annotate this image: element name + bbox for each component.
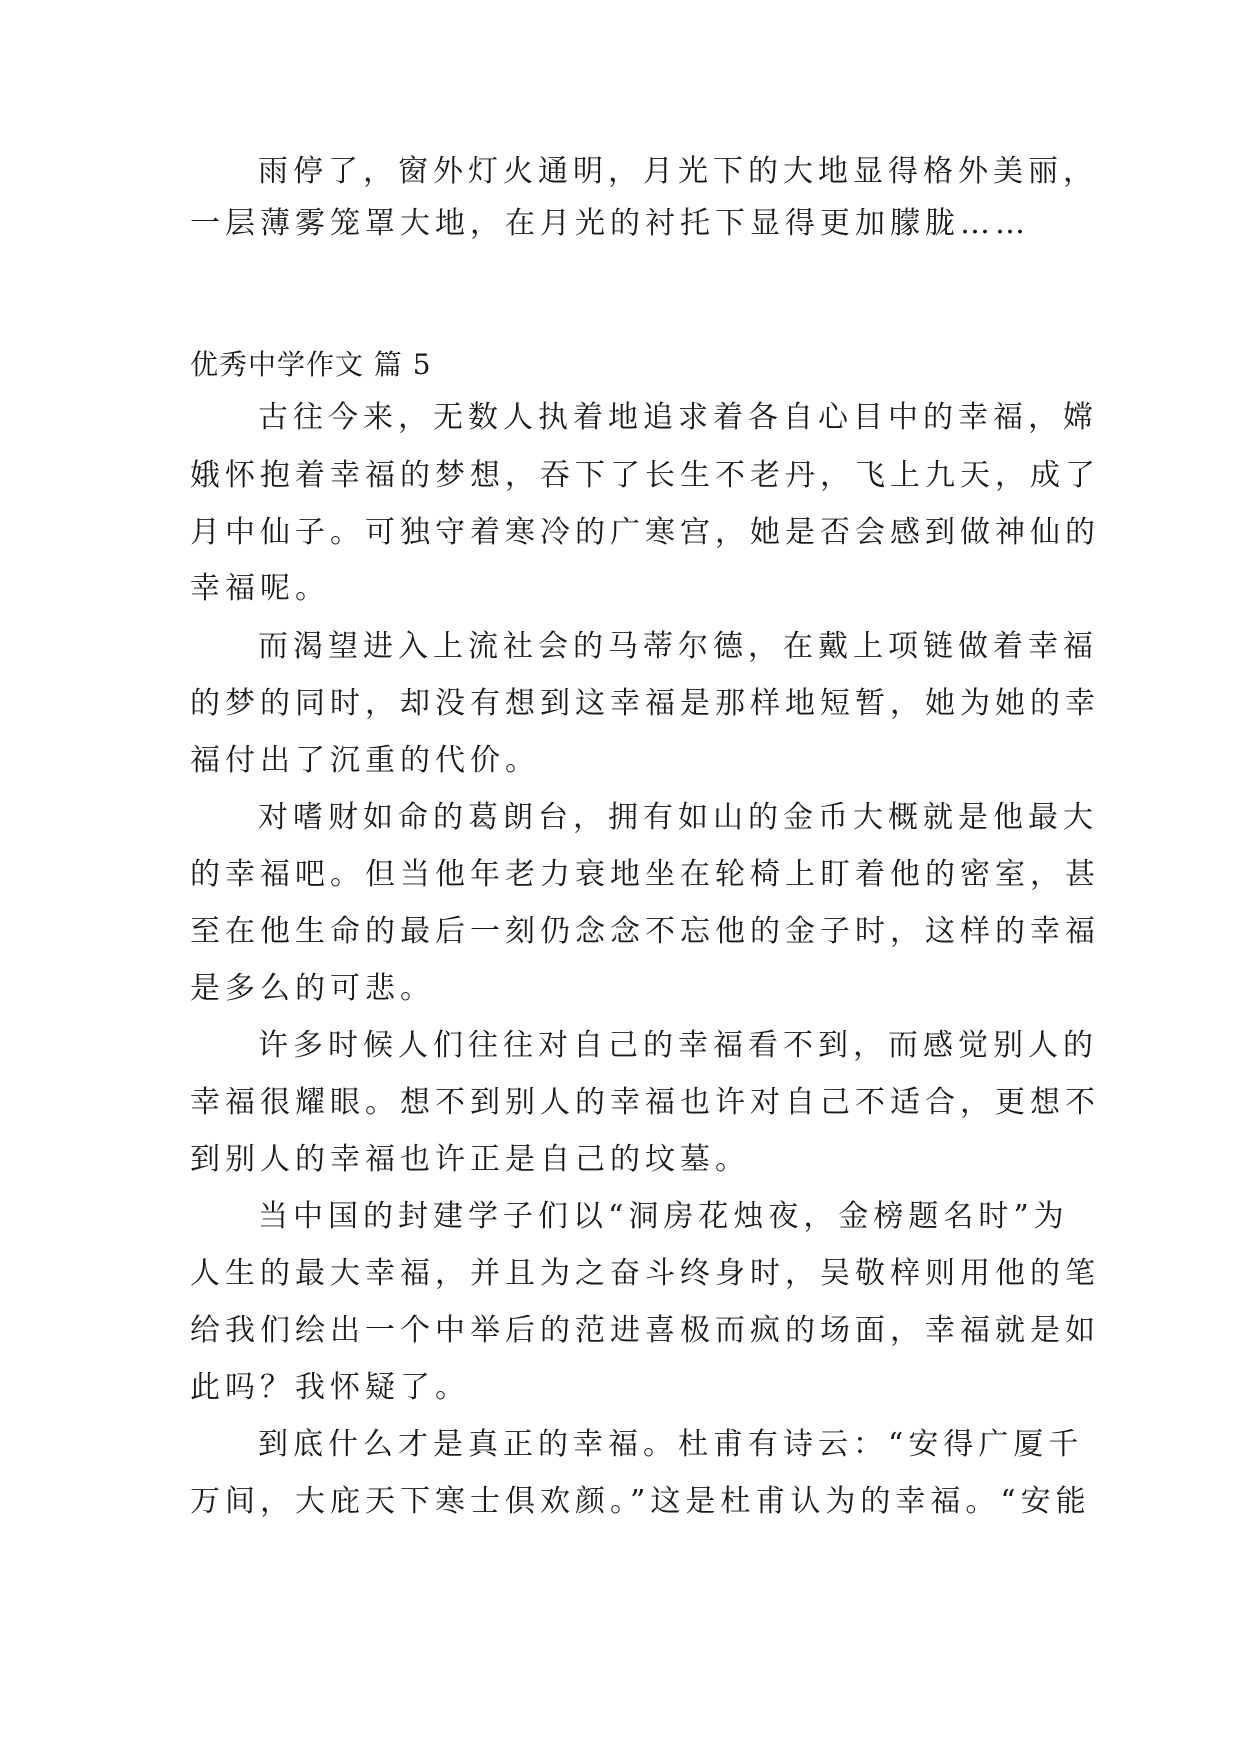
paragraph-line: 至在他生命的最后一刻仍念念不忘他的金子时，这样的幸福 xyxy=(190,914,1100,949)
paragraph-line: 福付出了沉重的代价。 xyxy=(190,743,540,778)
paragraph-line: 古往今来，无数人执着地追求着各自心目中的幸福，嫦 xyxy=(258,400,1098,435)
paragraph-line: 人生的最大幸福，并且为之奋斗终身时，吴敬梓则用他的笔 xyxy=(190,1256,1100,1291)
paragraph-line: 给我们绘出一个中举后的范进喜极而疯的场面，幸福就是如 xyxy=(190,1313,1100,1348)
paragraph-line: 许多时候人们往往对自己的幸福看不到，而感觉别人的 xyxy=(258,1028,1098,1063)
paragraph-line: 是多么的可悲。 xyxy=(190,971,435,1006)
paragraph-line: 此吗？我怀疑了。 xyxy=(190,1370,470,1405)
section-heading: 优秀中学作文 篇 5 xyxy=(190,348,432,381)
paragraph-line: 月中仙子。可独守着寒冷的广寒宫，她是否会感到做神仙的 xyxy=(190,515,1100,550)
paragraph-line: 而渴望进入上流社会的马蒂尔德，在戴上项链做着幸福 xyxy=(258,629,1098,664)
paragraph-line: 到别人的幸福也许正是自己的坟墓。 xyxy=(190,1142,750,1177)
paragraph-line: 的幸福吧。但当他年老力衰地坐在轮椅上盯着他的密室，甚 xyxy=(190,857,1100,892)
paragraph-line: 娥怀抱着幸福的梦想，吞下了长生不老丹，飞上九天，成了 xyxy=(190,458,1100,493)
paragraph-line: 幸福呢。 xyxy=(190,571,330,606)
paragraph-line: 幸福很耀眼。想不到别人的幸福也许对自己不适合，更想不 xyxy=(190,1085,1100,1120)
paragraph-line: 到底什么才是真正的幸福。杜甫有诗云：“安得广厦千 xyxy=(258,1427,1084,1462)
paragraph-line: 万间，大庇天下寒士俱欢颜。”这是杜甫认为的幸福。“安能 xyxy=(190,1484,1091,1519)
paragraph-line: 的梦的同时，却没有想到这幸福是那样地短暂，她为她的幸 xyxy=(190,686,1100,721)
intro-line-2: 一层薄雾笼罩大地，在月光的衬托下显得更加朦胧…… xyxy=(190,206,1030,241)
paragraph-line: 对嗜财如命的葛朗台，拥有如山的金币大概就是他最大 xyxy=(258,800,1098,835)
intro-line-1: 雨停了，窗外灯火通明，月光下的大地显得格外美丽， xyxy=(258,154,1098,189)
paragraph-line: 当中国的封建学子们以“洞房花烛夜，金榜题名时”为 xyxy=(258,1199,1069,1234)
